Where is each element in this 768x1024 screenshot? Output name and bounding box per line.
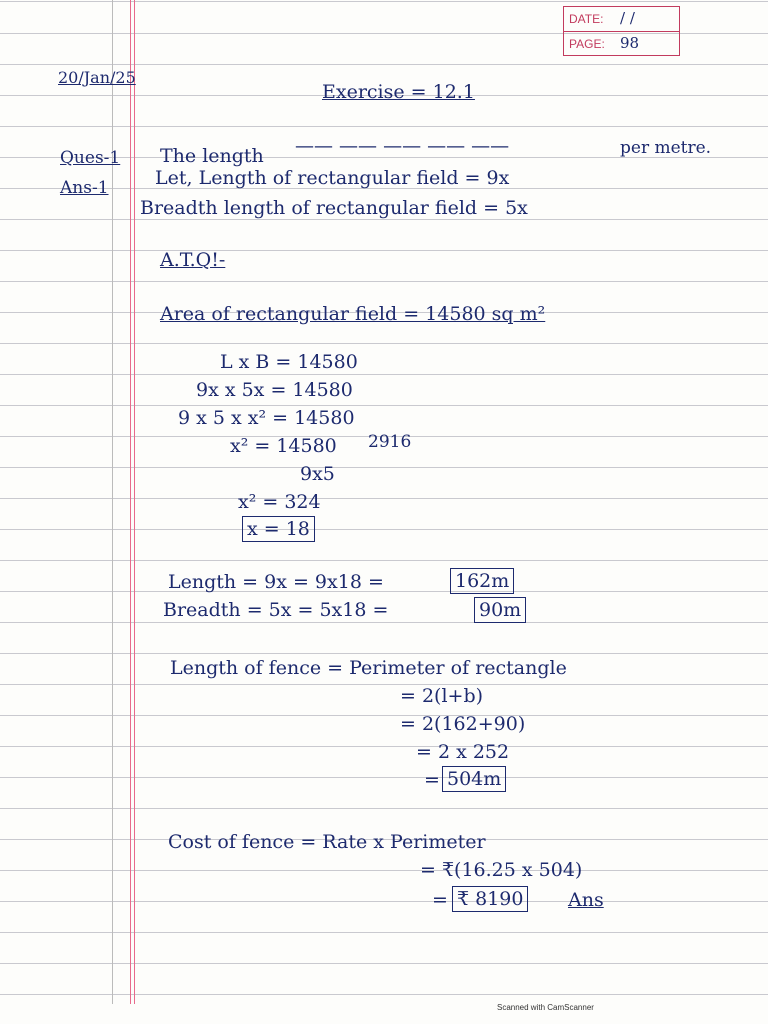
answer-mark: Ans — [568, 889, 604, 911]
entry-date: 20/Jan/25 — [58, 68, 136, 87]
date-page-box — [563, 6, 680, 56]
step-3: 9 x 5 x x² = 14580 — [178, 407, 355, 429]
length-value: 162m — [450, 568, 514, 594]
cost-line-3-eq: = — [432, 889, 448, 911]
step-6: x² = 324 — [238, 491, 321, 513]
margin-line — [130, 0, 131, 1004]
step-1: L x B = 14580 — [220, 351, 358, 373]
page-label: PAGE: — [569, 37, 605, 51]
page-number: 98 — [620, 34, 640, 52]
breadth-value: 90m — [474, 597, 526, 623]
fence-value: 504m — [442, 766, 506, 792]
question-label: Ques-1 — [60, 148, 121, 168]
date-row — [564, 7, 679, 31]
step-4-result: 2916 — [368, 432, 412, 452]
atq-heading: A.T.Q!- — [160, 249, 226, 271]
question-tail: per metre. — [620, 138, 712, 158]
cost-value: ₹ 8190 — [452, 886, 528, 912]
fence-line-3: = 2(162+90) — [400, 713, 526, 735]
step-4: x² = 14580 — [230, 435, 337, 457]
answer-line-2: Breadth length of rectangular field = 5x — [140, 197, 528, 219]
area-line: Area of rectangular field = 14580 sq m² — [160, 303, 546, 325]
question-text: The length — [160, 145, 264, 167]
breadth-line: Breadth = 5x = 5x18 = — [163, 599, 389, 621]
fence-line-5-eq: = — [424, 769, 440, 791]
step-2: 9x x 5x = 14580 — [196, 379, 353, 401]
question-dashes: —— —— —— —— —— — [295, 135, 510, 157]
date-value: / / — [620, 9, 635, 27]
step-7-result: x = 18 — [242, 516, 315, 542]
date-label: DATE: — [569, 12, 604, 26]
step-5: 9x5 — [300, 463, 335, 485]
answer-label: Ans-1 — [60, 178, 109, 198]
cost-line-1: Cost of fence = Rate x Perimeter — [168, 831, 486, 853]
cost-line-2: = ₹(16.25 x 504) — [420, 859, 583, 881]
page-title: Exercise = 12.1 — [322, 81, 475, 103]
page-row — [564, 31, 679, 56]
length-line: Length = 9x = 9x18 = — [168, 571, 384, 593]
answer-line-1: Let, Length of rectangular field = 9x — [155, 167, 510, 189]
fence-line-4: = 2 x 252 — [416, 741, 510, 763]
scanner-footer: Scanned with CamScanner — [497, 1003, 594, 1012]
fence-line-2: = 2(l+b) — [400, 685, 484, 707]
margin-line-inner — [134, 0, 135, 1004]
fence-line-1: Length of fence = Perimeter of rectangle — [170, 657, 567, 679]
